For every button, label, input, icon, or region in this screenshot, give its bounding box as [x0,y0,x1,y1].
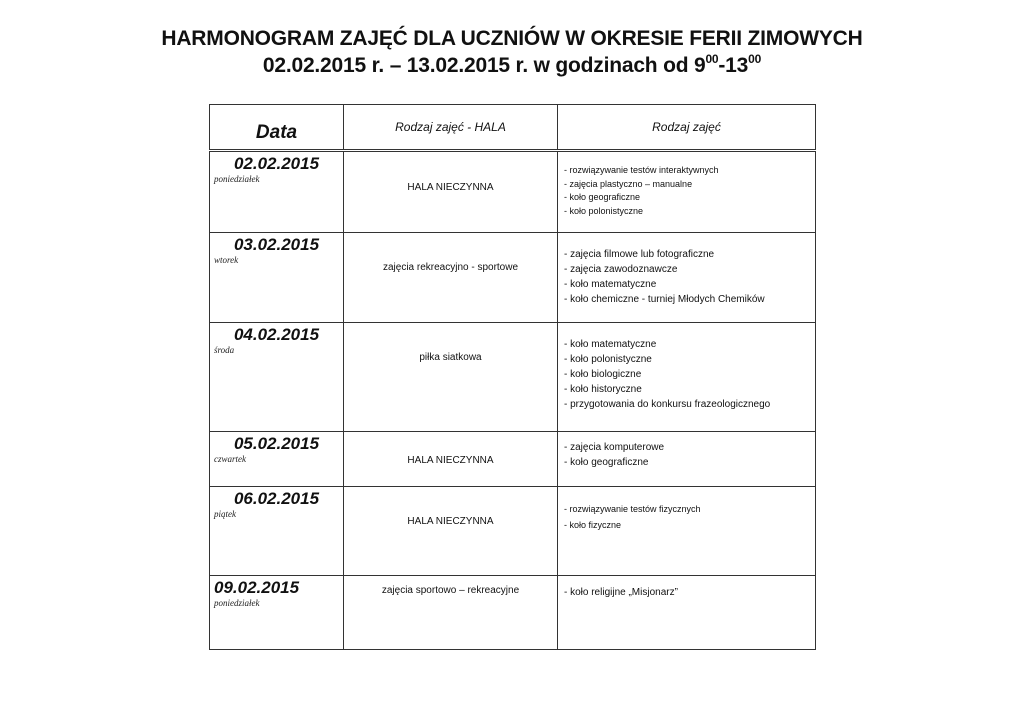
hala-activity: HALA NIECZYNNA [407,182,494,193]
table-row [210,323,816,432]
activity-item: - koło geograficzne [564,457,649,468]
header-hala: Rodzaj zajęć - HALA [344,105,558,151]
row-date: 06.02.2015 [233,489,320,508]
activity-item: - rozwiązywanie testów fizycznych [564,504,701,514]
date-cell [210,151,344,233]
table-row [210,432,816,487]
header-activity-type: Rodzaj zajęć [558,105,816,151]
activity-item: - koło religijne „Misjonarz” [564,587,678,598]
hala-cell [344,576,558,650]
subtitle-main-text: 02.02.2015 r. – 13.02.2015 r. w godzinach od 9 [262,54,706,77]
activity-item: - przygotowania do konkursu frazeologicznego [564,399,771,410]
date-cell [210,487,344,576]
hala-activity: HALA NIECZYNNA [407,455,494,466]
hala-cell [344,151,558,233]
activities-list [558,247,815,307]
table-header-row [210,105,816,151]
activity-item: - zajęcia zawodoznawcze [564,264,678,275]
row-weekday: wtorek [214,255,239,265]
activities-list [558,164,815,218]
activity-item: - koło biologiczne [564,369,642,380]
row-date: 03.02.2015 [233,235,320,254]
date-cell [210,432,344,487]
activity-item: - rozwiązywanie testów interaktywnych [564,165,719,175]
activities-list [558,337,815,412]
activities-cell [558,233,816,323]
subtitle-start-minutes: 00 [705,52,719,66]
activities-list [558,585,815,600]
hala-activity: zajęcia sportowo – rekreacyjne [381,585,520,596]
subtitle-end-minutes: 00 [748,52,762,66]
activities-cell [558,576,816,650]
document-subtitle-dates [0,51,1024,81]
activity-item: - koło polonistyczne [564,205,644,216]
activities-list [558,440,815,470]
date-cell [210,323,344,432]
activities-cell [558,487,816,576]
row-date: 04.02.2015 [233,325,320,344]
table-row [210,487,816,576]
hala-cell [344,487,558,576]
row-weekday: środa [214,345,235,355]
hala-cell [344,233,558,323]
activity-item: - koło geograficzne [564,192,641,202]
activity-item: - koło fizyczne [564,520,622,530]
header-date: Data [210,105,344,151]
table-row [210,576,816,650]
row-weekday: poniedziałek [214,598,260,608]
date-cell [210,233,344,323]
activity-item: - koło polonistyczne [564,354,652,365]
hala-cell [344,432,558,487]
hala-activity: piłka siatkowa [419,352,482,363]
hala-activity: HALA NIECZYNNA [407,516,494,527]
row-date: 02.02.2015 [233,154,320,173]
activities-list [558,501,815,533]
activity-item: - koło matematyczne [564,339,657,350]
row-weekday: poniedziałek [214,174,260,184]
row-weekday: piątek [214,509,236,519]
activities-cell [558,432,816,487]
activity-item: - zajęcia komputerowe [564,442,665,453]
row-date: 09.02.2015 [214,578,300,597]
table-row [210,151,816,233]
activity-item: - zajęcia plastyczno – manualne [564,178,693,189]
date-cell [210,576,344,650]
activities-cell [558,323,816,432]
schedule-table [209,104,816,650]
activity-item: - koło historyczne [564,384,642,395]
activity-item: - koło matematyczne [564,279,657,290]
row-weekday: czwartek [214,454,246,464]
document-title: HARMONOGRAM ZAJĘĆ DLA UCZNIÓW W OKRESIE FERII ZIMOWYCH [161,27,863,50]
hala-cell [344,323,558,432]
table-row [210,233,816,323]
activity-item: - koło chemiczne - turniej Młodych Chemików [564,294,765,305]
row-date: 05.02.2015 [233,434,320,453]
subtitle-end-hour: -13 [718,54,749,77]
hala-activity: zajęcia rekreacyjno - sportowe [382,262,519,273]
activity-item: - zajęcia filmowe lub fotograficzne [564,249,715,260]
activities-cell [558,151,816,233]
